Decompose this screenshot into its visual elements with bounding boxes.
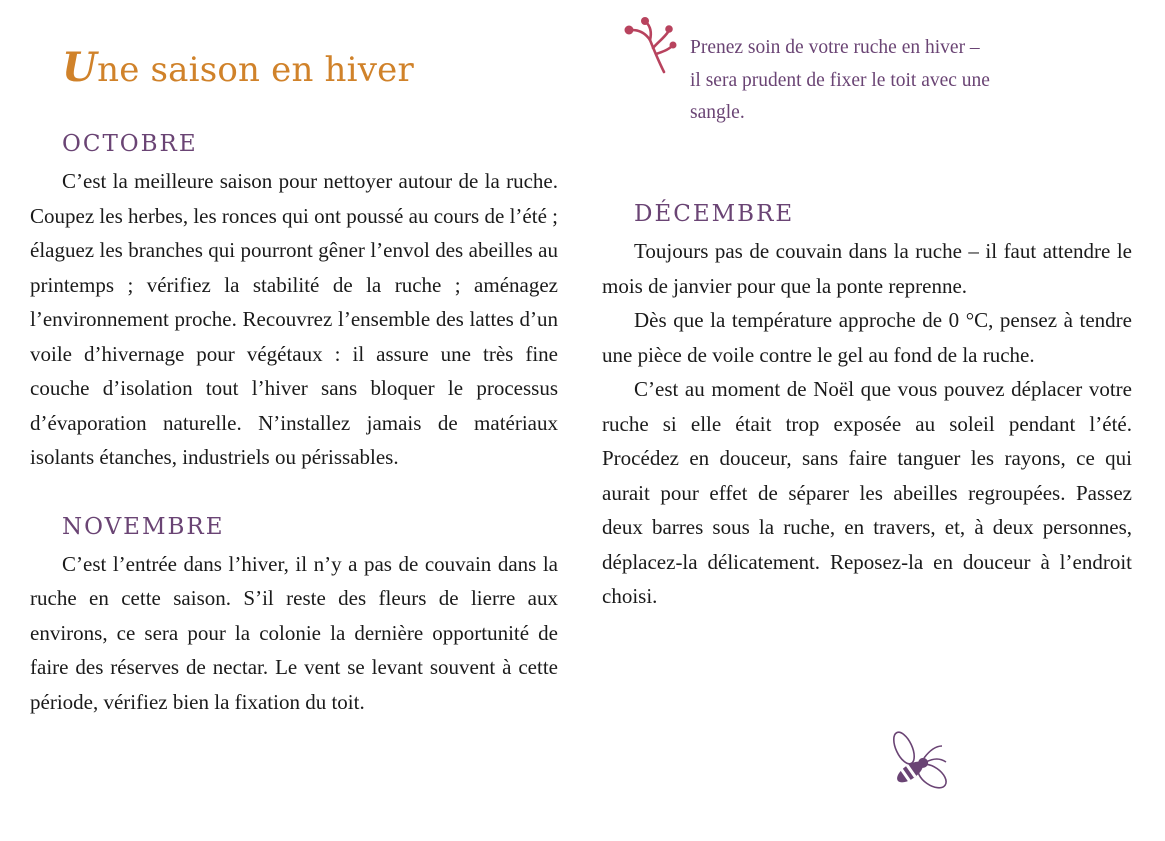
- right-column: [602, 200, 1132, 614]
- decembre-paragraph-1: Toujours pas de couvain dans la ruche – il faut attendre le mois de janvier pour que la ponte reprenne.: [602, 239, 1132, 298]
- decembre-paragraph-3: C’est au moment de Noël que vous pouvez déplacer votre ruche si elle était trop exposée au soleil pendant l’été. Procédez en douceur, sans faire tanguer les rayons, ce qui aurait pour effet de séparer les abeilles regroupées. Passez deux barres sous la ruche, en travers, et, à deux personnes, déplacez-la délicatement. Reposez-la en douceur à l’endroit choisi.: [602, 377, 1132, 608]
- decembre-paragraph-2: Dès que la température approche de 0 °C, pensez à tendre une pièce de voile contre le gel au fond de la ruche.: [602, 308, 1132, 367]
- title-initial: U: [62, 44, 98, 91]
- left-column: [30, 130, 558, 719]
- heading-decembre: DÉCEMBRE: [634, 201, 795, 227]
- page-title: [62, 44, 414, 91]
- octobre-paragraph: C’est la meilleure saison pour nettoyer autour de la ruche. Coupez les herbes, les ronces qui ont poussé au cours de l’été ; élaguez les branches qui pourront gêner l’envol des abeilles au printemps ; vérifiez la stabilité de la ruche ; aménagez l’environnement proche. Recouvrez l’ensemble des lattes d’un voile d’hivernage pour végétaux : il assure une très fine couche d’isolation tout l’hiver sans bloquer le processus d’évaporation naturelle. N’installez jamais de matériaux isolants étanches, industriels ou périssables.: [30, 169, 558, 469]
- care-note: Prenez soin de votre ruche en hiver – il sera prudent de fixer le toit avec une sangle.: [690, 37, 990, 123]
- novembre-paragraph: C’est l’entrée dans l’hiver, il n’y a pas de couvain dans la ruche en cette saison. S’il reste des fleurs de lierre aux environs, ce sera pour la colonie la dernière opportunité de faire des réserves de nectar. Le vent se levant souvent à cette période, vérifiez bien la fixation du toit.: [30, 551, 558, 714]
- heading-novembre: NOVEMBRE: [62, 513, 225, 540]
- bee-icon: [886, 728, 952, 798]
- title-rest: ne saison en hiver: [97, 50, 414, 90]
- heading-octobre: OCTOBRE: [62, 131, 198, 157]
- berry-sprig-icon: [620, 16, 678, 76]
- section-spacer: [30, 475, 558, 513]
